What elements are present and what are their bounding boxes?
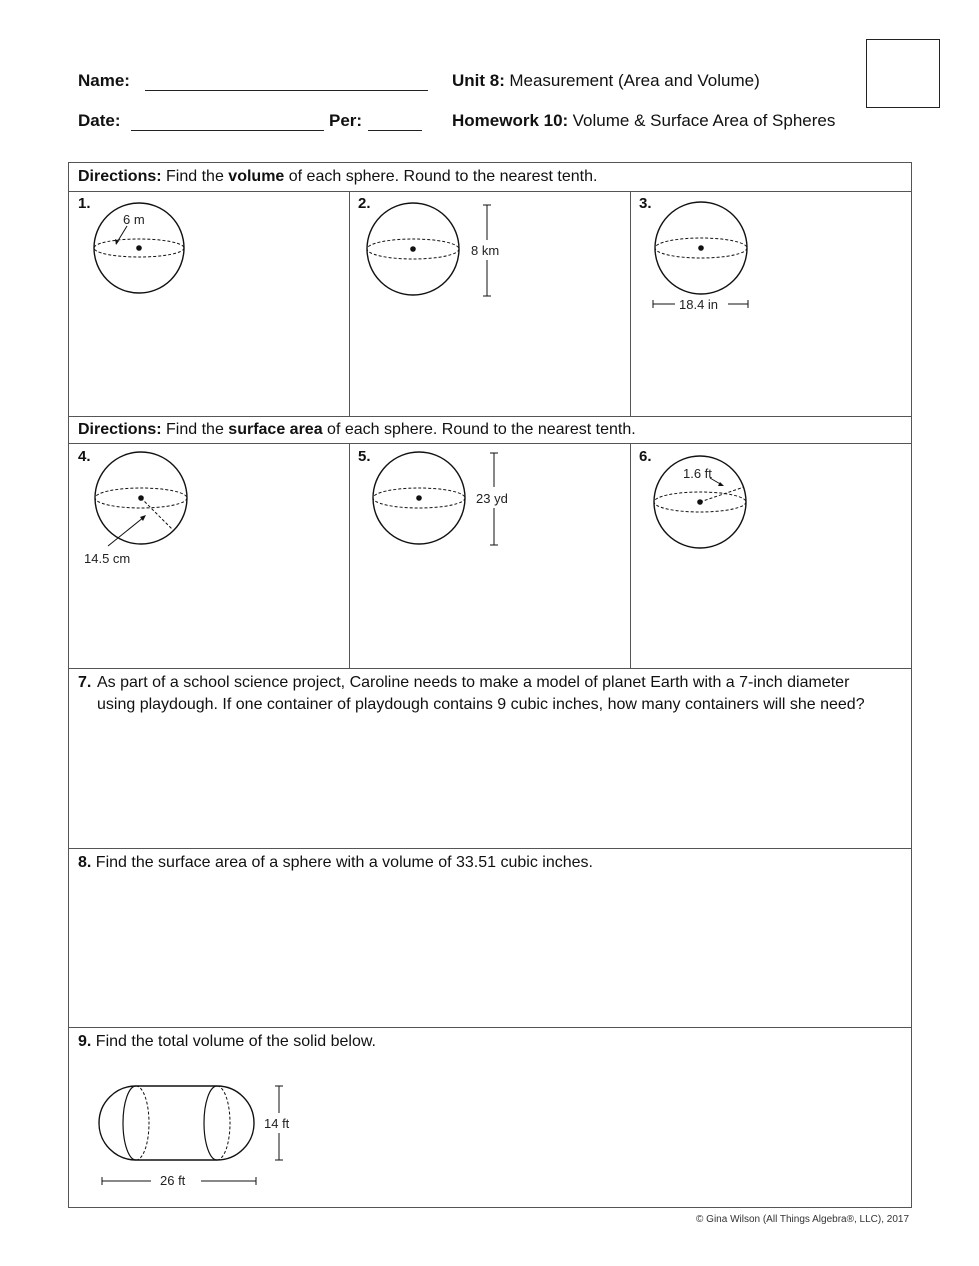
divider (69, 191, 911, 192)
dimension-label: 23 yd (476, 491, 508, 506)
dimension-label: 14.5 cm (84, 551, 131, 566)
sphere-figure-4 (78, 450, 198, 575)
directions-surface-area (78, 421, 636, 439)
sphere-figure-3 (648, 200, 768, 320)
problem-number: 3. (639, 195, 652, 212)
divider (630, 443, 631, 668)
directions-text: of each sphere. Round to the nearest tenth. (327, 421, 636, 438)
question-8 (78, 852, 888, 874)
problem-number: 4. (78, 448, 91, 465)
height-label: 14 ft (264, 1116, 290, 1131)
date-field[interactable] (131, 130, 324, 131)
capsule-figure (96, 1080, 306, 1190)
divider (630, 191, 631, 416)
date-label: Date: (78, 111, 121, 130)
divider (69, 443, 911, 444)
question-7 (78, 672, 888, 716)
unit-label: Unit 8: (452, 71, 505, 90)
length-label: 26 ft (160, 1173, 186, 1188)
sphere-figure-2 (360, 200, 520, 305)
divider (349, 443, 350, 668)
divider (69, 848, 911, 849)
problem-number: 7. (78, 674, 92, 691)
problem-number: 8. (78, 854, 92, 871)
problem-number: 1. (78, 195, 91, 212)
directions-prefix: Directions: (78, 168, 162, 185)
question-9 (78, 1031, 888, 1053)
directions-text: Find the (166, 421, 224, 438)
question-text: Find the surface area of a sphere with a volume of 33.51 cubic inches. (95, 854, 593, 871)
copyright-footer: © Gina Wilson (All Things Algebra®, LLC), 2017 (696, 1214, 909, 1225)
period-field[interactable] (368, 130, 422, 131)
name-field[interactable] (145, 90, 428, 91)
dimension-label: 8 km (471, 243, 500, 258)
directions-volume (78, 168, 597, 186)
directions-keyword: volume (228, 168, 285, 185)
question-text: As part of a school science project, Caroline needs to make a model of planet Earth with a 7-inch diameter using playdough. If one container of playdough contains 9 cubic inches, how many containers will she need? (97, 674, 865, 713)
problem-number: 6. (639, 448, 652, 465)
divider (349, 191, 350, 416)
directions-keyword: surface area (228, 421, 323, 438)
directions-text: of each sphere. Round to the nearest tenth. (288, 168, 598, 185)
problem-number: 5. (358, 448, 371, 465)
question-text: Find the total volume of the solid below. (95, 1033, 376, 1050)
dimension-label: 6 m (123, 212, 145, 227)
problem-number: 2. (358, 195, 371, 212)
unit-title: Measurement (Area and Volume) (509, 71, 760, 90)
sphere-figure-6 (648, 455, 758, 555)
directions-prefix: Directions: (78, 421, 162, 438)
unit-heading (452, 71, 760, 91)
period-label: Per: (329, 111, 363, 130)
divider (69, 668, 911, 669)
dimension-label: 18.4 in (679, 297, 719, 312)
problem-number: 9. (78, 1033, 92, 1050)
sphere-figure-5 (365, 450, 525, 555)
homework-label: Homework 10: (452, 111, 569, 130)
directions-text: Find the (166, 168, 224, 185)
homework-title: Volume & Surface Area of Spheres (572, 111, 836, 130)
sphere-figure-1 (85, 200, 195, 300)
dimension-label: 1.6 ft (683, 466, 712, 481)
divider (69, 416, 911, 417)
worksheet-grid (68, 162, 912, 1208)
score-box[interactable] (866, 39, 940, 108)
homework-heading (452, 111, 835, 131)
divider (69, 1027, 911, 1028)
name-label: Name: (78, 71, 130, 90)
